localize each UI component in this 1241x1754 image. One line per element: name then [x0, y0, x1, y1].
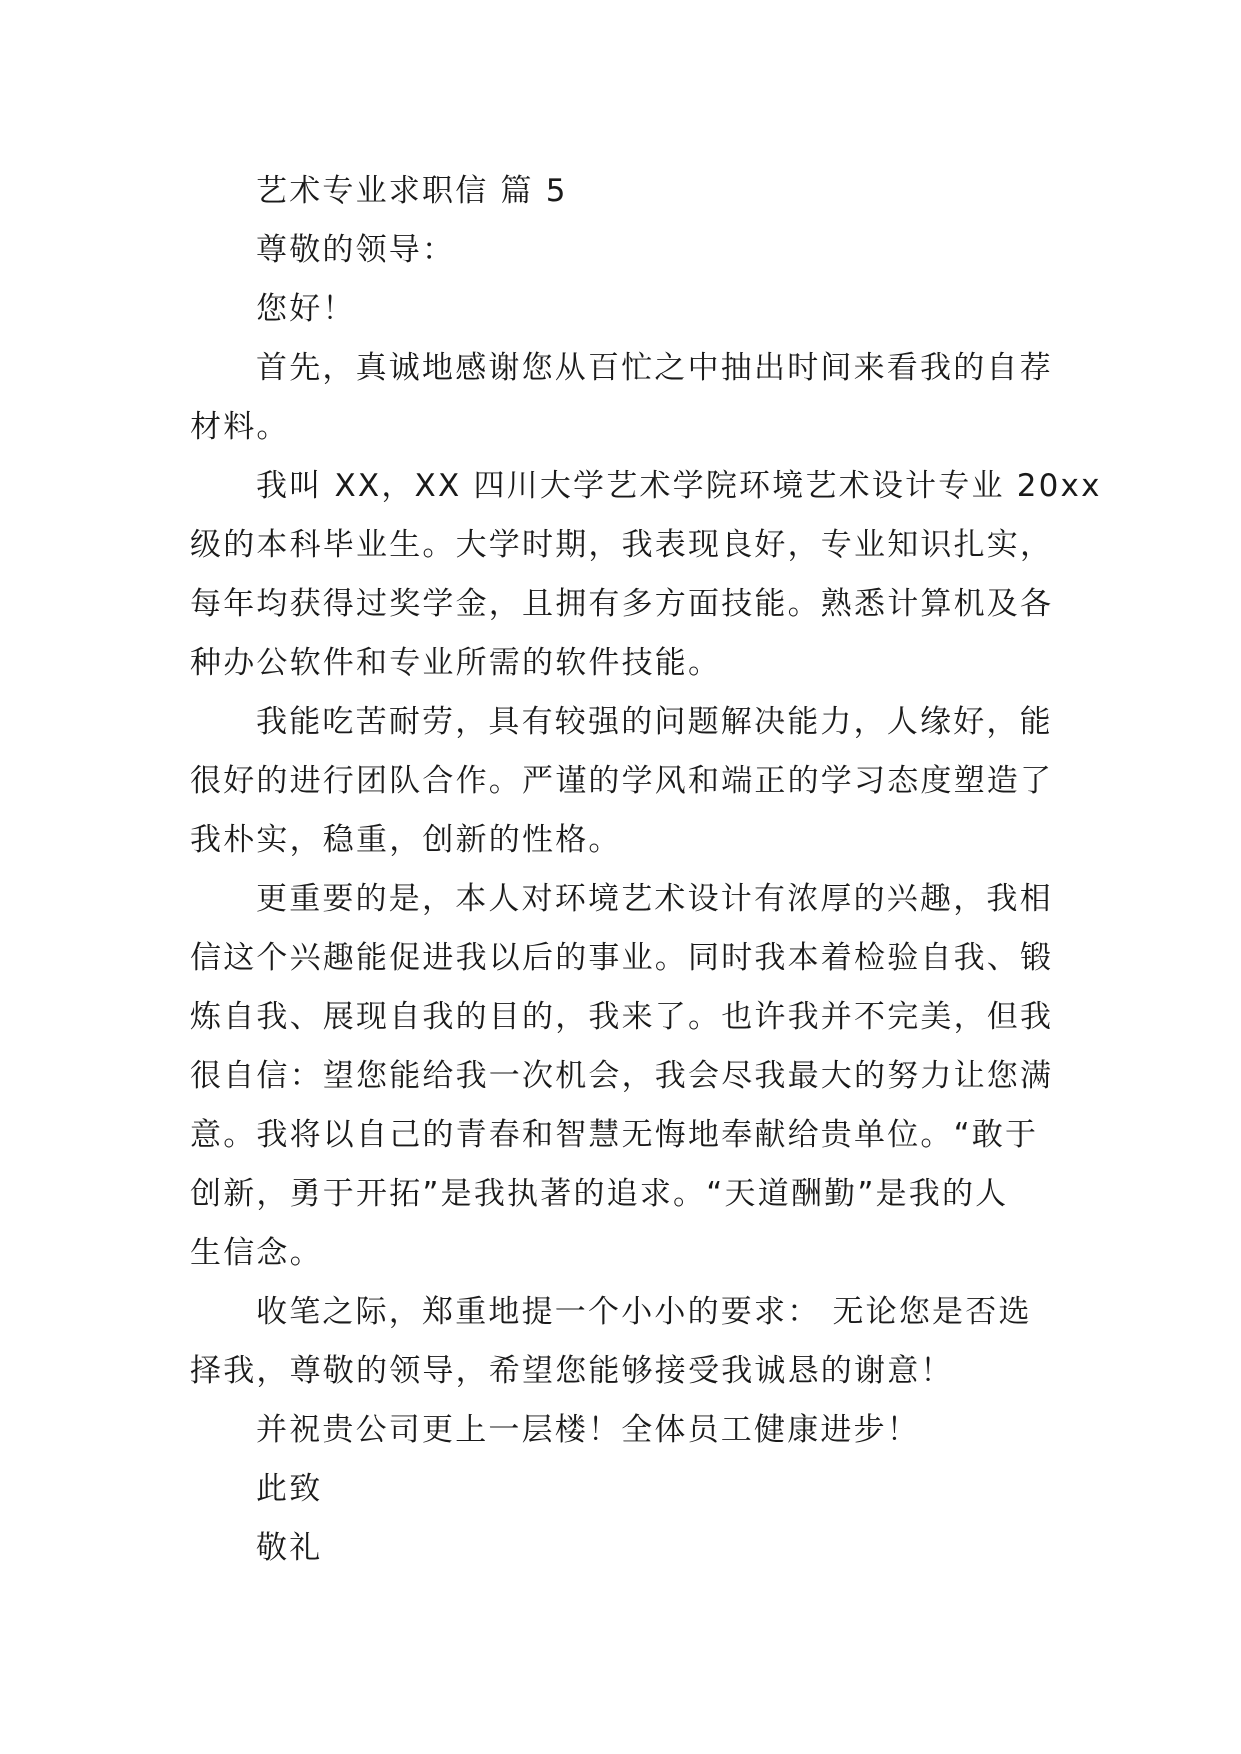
paragraph-line: 择我，尊敬的领导，希望您能够接受我诚恳的谢意！	[190, 1353, 954, 1389]
greeting: 您好！	[256, 291, 356, 327]
closing-line: 此致	[256, 1471, 323, 1507]
closing-line: 敬礼	[256, 1530, 323, 1566]
paragraph-line: 我叫 XX，XX 四川大学艺术学院环境艺术设计专业 20xx	[256, 468, 1102, 504]
paragraph-line: 我朴实，稳重，创新的性格。	[190, 822, 622, 858]
paragraph-line: 并祝贵公司更上一层楼！全体员工健康进步！	[256, 1412, 920, 1448]
paragraph-line: 种办公软件和专业所需的软件技能。	[190, 645, 722, 681]
paragraph-line: 信这个兴趣能促进我以后的事业。同时我本着检验自我、锻	[190, 940, 1054, 976]
paragraph-line: 材料。	[190, 409, 290, 445]
salutation: 尊敬的领导：	[256, 232, 456, 268]
paragraph-line: 级的本科毕业生。大学时期，我表现良好，专业知识扎实，	[190, 527, 1054, 563]
paragraph-line: 首先，真诚地感谢您从百忙之中抽出时间来看我的自荐	[256, 350, 1053, 386]
paragraph-line: 生信念。	[190, 1235, 323, 1271]
paragraph-line: 我能吃苦耐劳，具有较强的问题解决能力，人缘好，能	[256, 704, 1053, 740]
paragraph-line: 意。我将以自己的青春和智慧无悔地奉献给贵单位。“敢于	[190, 1117, 1039, 1153]
letter-document	[190, 162, 1102, 1578]
paragraph-line: 创新，勇于开拓”是我执著的追求。“天道酬勤”是我的人	[190, 1176, 1009, 1212]
paragraph-line: 很自信：望您能给我一次机会，我会尽我最大的努力让您满	[190, 1058, 1054, 1094]
paragraph-line: 炼自我、展现自我的目的，我来了。也许我并不完美，但我	[190, 999, 1054, 1035]
paragraph-line: 更重要的是，本人对环境艺术设计有浓厚的兴趣，我相	[256, 881, 1053, 917]
paragraph-line: 每年均获得过奖学金，且拥有多方面技能。熟悉计算机及各	[190, 586, 1054, 622]
paragraph-line: 收笔之际，郑重地提一个小小的要求： 无论您是否选	[256, 1294, 1032, 1330]
paragraph-line: 很好的进行团队合作。严谨的学风和端正的学习态度塑造了	[190, 763, 1054, 799]
letter-title: 艺术专业求职信 篇 5	[256, 173, 568, 209]
